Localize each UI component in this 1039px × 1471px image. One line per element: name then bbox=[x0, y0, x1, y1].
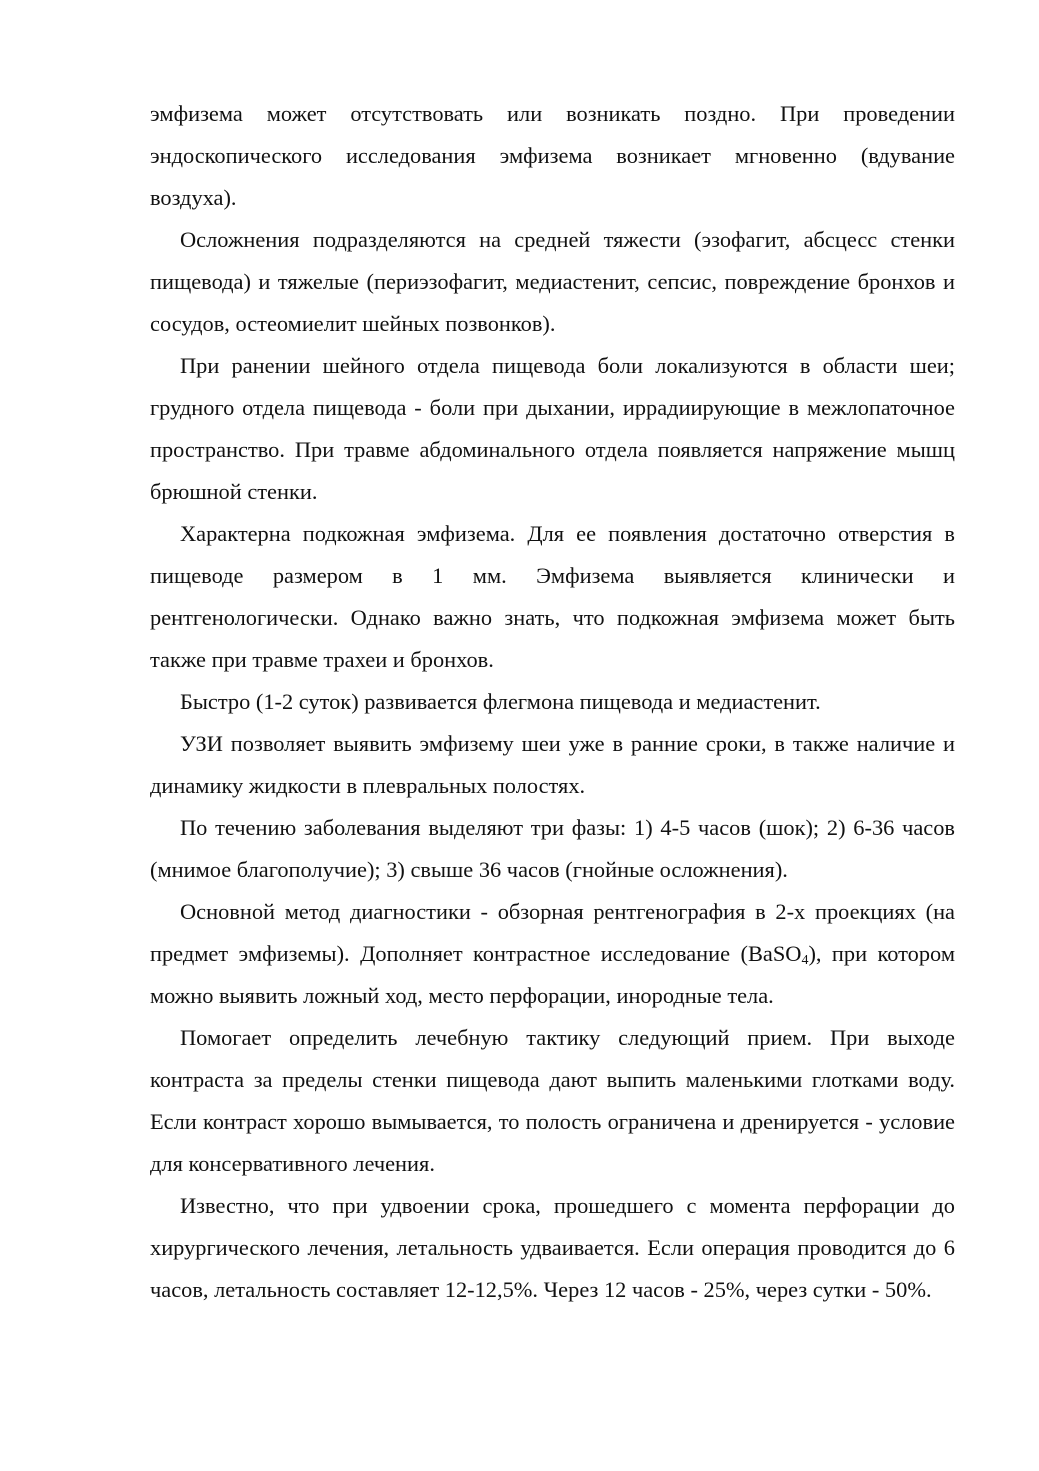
paragraph-ultrasound: УЗИ позволяет выявить эмфизему шеи уже в ранние сроки, в также наличие и динамику жидкости в плевральных полостях. bbox=[150, 731, 955, 798]
paragraph-diagnostics-text-before: Основной метод диагностики - обзорная рентгенография в 2-х проекциях (на предмет эмфиземы). Дополняет контрастное исследование (BaSO bbox=[150, 899, 955, 966]
paragraph-phases: По течению заболевания выделяют три фазы: 1) 4-5 часов (шок); 2) 6-36 часов (мнимое благополучие); 3) свыше 36 часов (гнойные осложнения). bbox=[150, 815, 955, 882]
paragraph-diagnostics bbox=[150, 891, 955, 1017]
paragraph-complications: Осложнения подразделяются на средней тяжести (эзофагит, абсцесс стенки пищевода) и тяжелые (периэзофагит, медиастенит, сепсис, повреждение бронхов и сосудов, остеомиелит шейных позвонков). bbox=[150, 227, 955, 336]
document-page bbox=[150, 93, 955, 1311]
paragraph-diagnostics-text-after: ), при котором можно выявить ложный ход, место перфорации, инородные тела. bbox=[150, 941, 955, 1008]
paragraph-continuation: эмфизема может отсутствовать или возникать поздно. При проведении эндоскопического исследования эмфизема возникает мгновенно (вдувание воздуха). bbox=[150, 101, 955, 210]
paragraph-phlegmon: Быстро (1-2 суток) развивается флегмона пищевода и медиастенит. bbox=[180, 689, 821, 714]
paragraph-treatment-tactics: Помогает определить лечебную тактику следующий прием. При выходе контраста за пределы стенки пищевода дают выпить маленькими глотками воду. Если контраст хорошо вымывается, то полость ограничена и дренируется - условие для консервативного лечения. bbox=[150, 1025, 955, 1176]
subscript-4: 4 bbox=[801, 953, 809, 968]
paragraph-pain-localization: При ранении шейного отдела пищевода боли локализуются в области шеи; грудного отдела пищевода - боли при дыхании, иррадиирующие в межлопаточное пространство. При травме абдоминального отдела появляется напряжение мышц брюшной стенки. bbox=[150, 353, 955, 504]
paragraph-subcutaneous-emphysema: Характерна подкожная эмфизема. Для ее появления достаточно отверстия в пищеводе размером в 1 мм. Эмфизема выявляется клинически и рентгенологически. Однако важно знать, что подкожная эмфизема может быть также при травме трахеи и бронхов. bbox=[150, 521, 955, 672]
paragraph-mortality: Известно, что при удвоении срока, прошедшего с момента перфорации до хирургического лечения, летальность удваивается. Если операция проводится до 6 часов, летальность составляет 12-12,5%. Через 12 часов - 25%, через сутки - 50%. bbox=[150, 1193, 955, 1302]
